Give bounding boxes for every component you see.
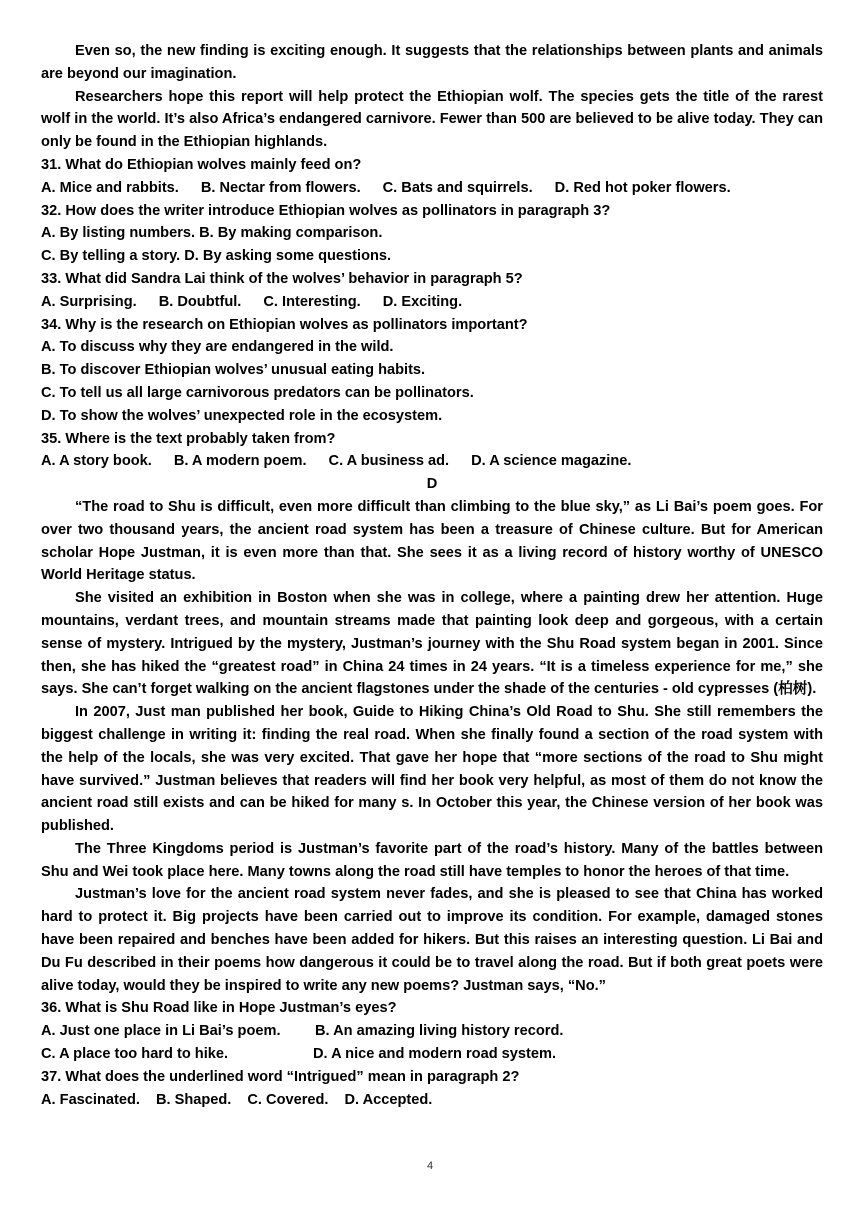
- option-d: D. A science magazine.: [471, 453, 632, 470]
- question-36-stem: 36. What is Shu Road like in Hope Justman’s eyes?: [41, 1000, 397, 1017]
- option-c: C. Covered.: [247, 1091, 329, 1108]
- option-c: C. A business ad.: [328, 453, 450, 470]
- question-37-stem: 37. What does the underlined word “Intrigued” mean in paragraph 2?: [41, 1068, 520, 1085]
- option-c: C. Interesting.: [263, 293, 361, 310]
- question-33-options: [41, 291, 823, 314]
- option-c: C. Bats and squirrels.: [382, 179, 533, 196]
- question-36-options-line2: [41, 1043, 823, 1066]
- question-35-options: [41, 450, 823, 473]
- question-36-options-line1: [41, 1020, 823, 1043]
- option-d: D. Red hot poker flowers.: [554, 179, 731, 196]
- option-c: C. A place too hard to hike.: [41, 1046, 229, 1063]
- option-b: B. A modern poem.: [173, 453, 307, 470]
- option-d: D. Accepted.: [344, 1091, 433, 1108]
- option-b: B. Shaped.: [155, 1091, 232, 1108]
- option-d: D. A nice and modern road system.: [313, 1046, 557, 1063]
- option-a: A. To discuss why they are endangered in the wild.: [41, 339, 394, 356]
- question-32-options-line1: A. By listing numbers. B. By making comparison.: [41, 225, 383, 242]
- question-32-stem: 32. How does the writer introduce Ethiopian wolves as pollinators in paragraph 3?: [41, 202, 611, 219]
- option-a: A. A story book.: [41, 453, 152, 470]
- option-a: A. Surprising.: [41, 293, 137, 310]
- document-page: [41, 40, 823, 1111]
- option-a: A. Mice and rabbits.: [41, 179, 179, 196]
- option-a: A. Fascinated.: [41, 1091, 140, 1108]
- option-b: B. Doubtful.: [158, 293, 242, 310]
- passage-paragraph: Researchers hope this report will help protect the Ethiopian wolf. The species gets the title of the rarest wolf in the world. It’s also Africa’s endangered carnivore. Fewer than 500 are believed to be alive today. They can only be found in the Ethiopian highlands.: [41, 88, 823, 151]
- option-b: B. To discover Ethiopian wolves’ unusual eating habits.: [41, 362, 426, 379]
- option-d: D. Exciting.: [382, 293, 463, 310]
- passage-paragraph: In 2007, Just man published her book, Guide to Hiking China’s Old Road to Shu. She still remembers the biggest challenge in writing it: finding the real road. When she finally found a section of the road system with the help of the locals, she was very excited. That gave her hope that “more sections of the road to Shu might have survived.” Justman believes that readers will find her book very helpful, as most of them do not know the ancient road still exists and can be hiked for many s. In October this year, the Chinese version of her book was published.: [41, 704, 823, 835]
- passage-paragraph: She visited an exhibition in Boston when she was in college, where a painting drew her attention. Huge mountains, verdant trees, and mountain streams made that painting look deep and gorgeous, with a certain sense of mystery. Intrigued by the mystery, Justman’s journey with the Shu Road system began in 2001. Since then, she has hiked the “greatest road” in China 24 times in 24 years. “It is a timeless experience for me,” she says. She can’t forget walking on the ancient flagstones under the shade of the centuries - old cypresses (柏树).: [41, 590, 823, 698]
- option-d: D. To show the wolves’ unexpected role in the ecosystem.: [41, 407, 443, 424]
- question-37-options: [41, 1089, 823, 1112]
- question-33-stem: 33. What did Sandra Lai think of the wolves’ behavior in paragraph 5?: [41, 270, 523, 287]
- passage-paragraph: Even so, the new finding is exciting enough. It suggests that the relationships between plants and animals are beyond our imagination.: [41, 43, 823, 82]
- question-31-options: [41, 177, 823, 200]
- option-b: B. Nectar from flowers.: [200, 179, 361, 196]
- passage-paragraph: The Three Kingdoms period is Justman’s favorite part of the road’s history. Many of the battles between Shu and Wei took place here. Many towns along the road still have temples to honor the heroes of that time.: [41, 840, 823, 880]
- section-heading: D: [426, 476, 438, 493]
- passage-paragraph: Justman’s love for the ancient road system never fades, and she is pleased to see that China has worked hard to protect it. Big projects have been carried out to improve its condition. For example, damaged stones have been repaired and benches have been added for hikers. But this raises an interesting question. Li Bai and Du Fu described in their poems how dangerous it could be to travel along the road. But if both great poets were alive today, would they be inspired to write any new poems? Justman says, “No.”: [41, 886, 823, 994]
- question-31-stem: 31. What do Ethiopian wolves mainly feed on?: [41, 156, 362, 173]
- question-34-stem: 34. Why is the research on Ethiopian wolves as pollinators important?: [41, 316, 528, 333]
- option-b: B. An amazing living history record.: [315, 1023, 564, 1040]
- question-32-options-line2: C. By telling a story. D. By asking some questions.: [41, 248, 392, 265]
- page-number: 4: [426, 1160, 434, 1172]
- option-c: C. To tell us all large carnivorous predators can be pollinators.: [41, 384, 474, 401]
- question-35-stem: 35. Where is the text probably taken from?: [41, 430, 336, 447]
- passage-paragraph: “The road to Shu is difficult, even more difficult than climbing to the blue sky,” as Li Bai’s poem goes. For over two thousand years, the ancient road system has been a treasure of Chinese culture. But for American scholar Hope Justman, it is even more than that. She sees it as a living record of history worthy of UNESCO World Heritage status.: [41, 498, 823, 584]
- option-a: A. Just one place in Li Bai’s poem.: [41, 1023, 281, 1040]
